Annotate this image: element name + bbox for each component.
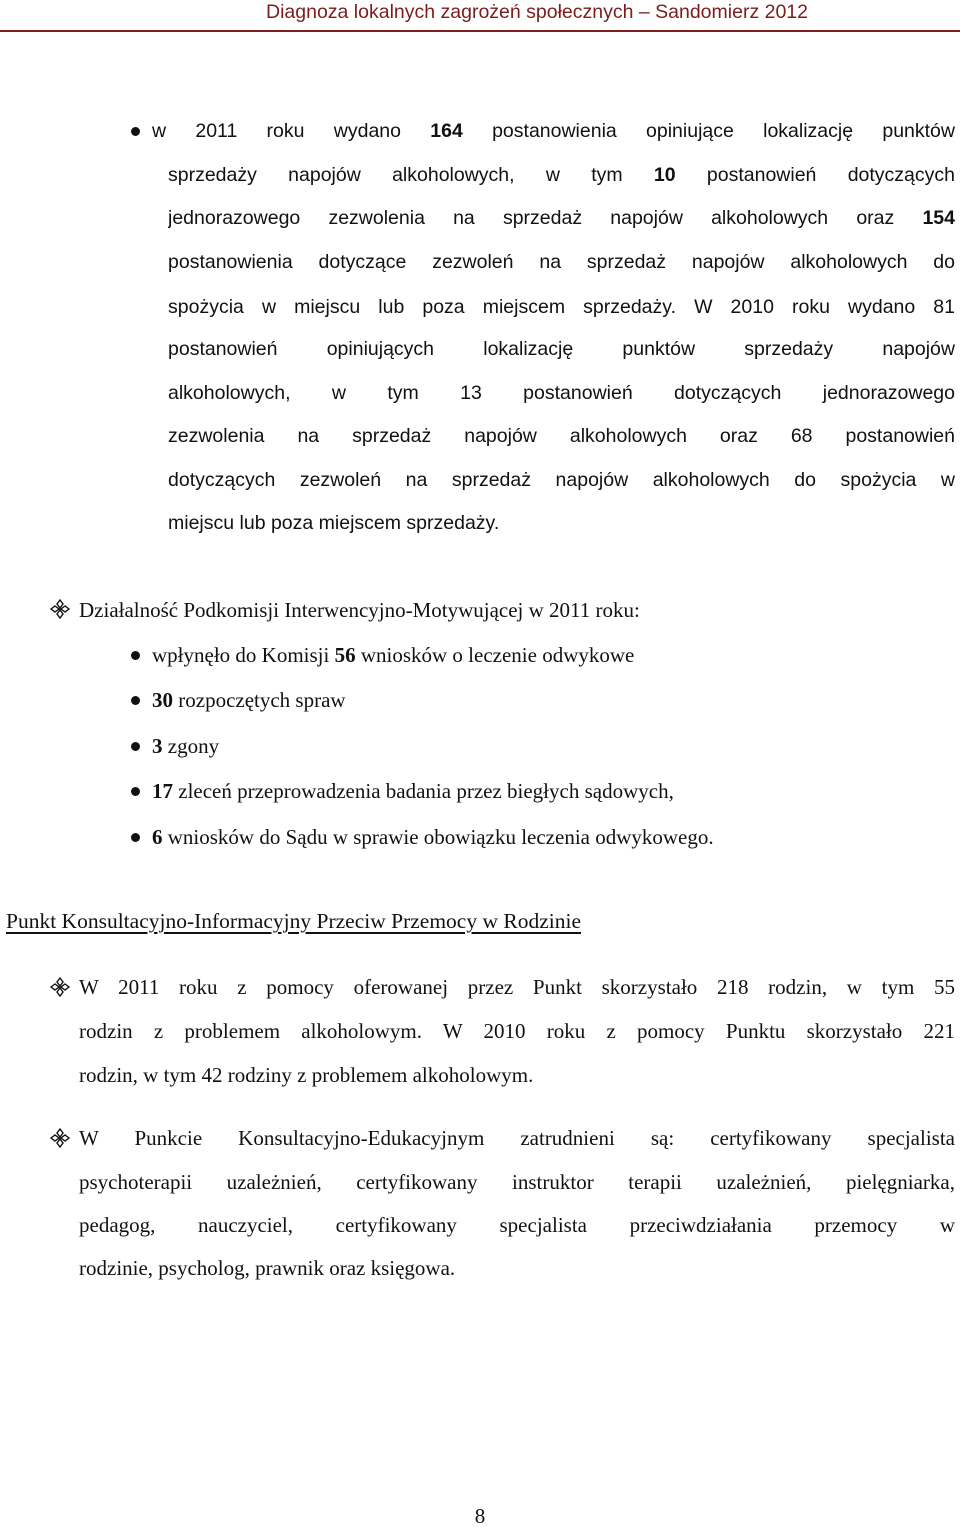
- text-run: sprzedaży napojów alkoholowych, w tym: [168, 164, 654, 186]
- subcommittee-item-2: [152, 686, 346, 714]
- text-run: zleceń przeprowadzenia badania przez biegłych sądowych,: [173, 779, 674, 803]
- bold-number: 30: [152, 688, 173, 712]
- para2-line-4: rodzinie, psycholog, prawnik oraz księgowa.: [79, 1256, 456, 1280]
- text-run: w 2011 roku wydano: [152, 120, 431, 142]
- text-run: postanowień dotyczących: [675, 164, 955, 186]
- block1-line-6: postanowień opiniujących lokalizację punktów sprzedaży napojów: [168, 338, 955, 360]
- para2-line-1: W Punkcie Konsultacyjno-Edukacyjnym zatrudnieni są: certyfikowany specjalista: [79, 1126, 955, 1150]
- text-run: wniosków o leczenie odwykowe: [355, 643, 635, 667]
- block1-line-8: zezwolenia na sprzedaż napojów alkoholowych oraz 68 postanowień: [168, 425, 955, 447]
- header-rule: [0, 30, 960, 32]
- text-run: jednorazowego zezwolenia na sprzedaż napojów alkoholowych oraz: [168, 207, 923, 229]
- block1-line-3: [168, 204, 955, 232]
- bold-number: 56: [334, 643, 356, 667]
- text-run: postanowienia opiniujące lokalizację punktów: [462, 120, 955, 142]
- bullet-dot: [131, 787, 140, 796]
- bold-number: 6: [152, 825, 163, 849]
- block1-line-4: postanowienia dotyczące zezwoleń na sprzedaż napojów alkoholowych do: [168, 251, 955, 273]
- para2-line-3: pedagog, nauczyciel, certyfikowany specjalista przeciwdziałania przemocy w: [79, 1213, 955, 1237]
- bold-number: 17: [152, 779, 173, 803]
- para1-line-2: rodzin z problemem alkoholowym. W 2010 roku z pomocy Punktu skorzystało 221: [79, 1019, 955, 1043]
- diamond-bullet-icon: [50, 599, 70, 619]
- bullet-dot: [131, 742, 140, 751]
- para2-line-2: psychoterapii uzależnień, certyfikowany instruktor terapii uzależnień, pielęgniarka,: [79, 1170, 955, 1194]
- text-run: zgony: [162, 734, 220, 758]
- block1-line-7: alkoholowych, w tym 13 postanowień dotyczących jednorazowego: [168, 382, 955, 404]
- block1-line-2: [168, 161, 955, 189]
- text-run: W 2010 roku wydano 81: [676, 296, 955, 318]
- text-run: wniosków do Sądu w sprawie obowiązku leczenia odwykowego.: [162, 825, 714, 849]
- bold-number: 154: [922, 207, 955, 229]
- subcommittee-item-4: [152, 777, 674, 805]
- bullet-dot: [131, 833, 140, 842]
- bullet-dot: [131, 127, 140, 136]
- diamond-bullet-icon: [50, 977, 70, 997]
- bold-number: 10: [653, 164, 676, 186]
- bullet-dot: [131, 651, 140, 660]
- document-header: [0, 0, 960, 24]
- block1-line-10: miejscu lub poza miejscem sprzedaży.: [168, 512, 500, 534]
- bold-number: 164: [430, 120, 463, 142]
- subcommittee-item-3: [152, 732, 219, 760]
- text-run: rozpoczętych spraw: [173, 688, 346, 712]
- para1-line-3: rodzin, w tym 42 rodziny z problemem alkoholowym.: [79, 1063, 534, 1087]
- section-title: Punkt Konsultacyjno-Informacyjny Przeciw Przemocy w Rodzinie: [6, 909, 581, 933]
- text-run: wpłynęło do Komisji: [152, 643, 335, 667]
- page-number: 8: [474, 1504, 486, 1528]
- header-title: Diagnoza lokalnych zagrożeń społecznych – Sandomierz 2012: [266, 1, 808, 23]
- subcommittee-item-5: [152, 823, 714, 851]
- block1-line-5: [168, 292, 955, 320]
- para1-line-1: W 2011 roku z pomocy oferowanej przez Punkt skorzystało 218 rodzin, w tym 55: [79, 975, 955, 999]
- bold-number: 3: [152, 734, 163, 758]
- block1-line-9: dotyczących zezwoleń na sprzedaż napojów alkoholowych do spożycia w: [168, 469, 955, 491]
- subcommittee-heading: Działalność Podkomisji Interwencyjno-Motywującej w 2011 roku:: [79, 598, 640, 622]
- block1-line-1: [152, 117, 955, 145]
- bullet-dot: [131, 696, 140, 705]
- diamond-bullet-icon: [50, 1128, 70, 1148]
- subcommittee-item-1: [152, 641, 634, 669]
- text-run: spożycia w miejscu lub poza miejscem sprzedaży.: [168, 296, 676, 318]
